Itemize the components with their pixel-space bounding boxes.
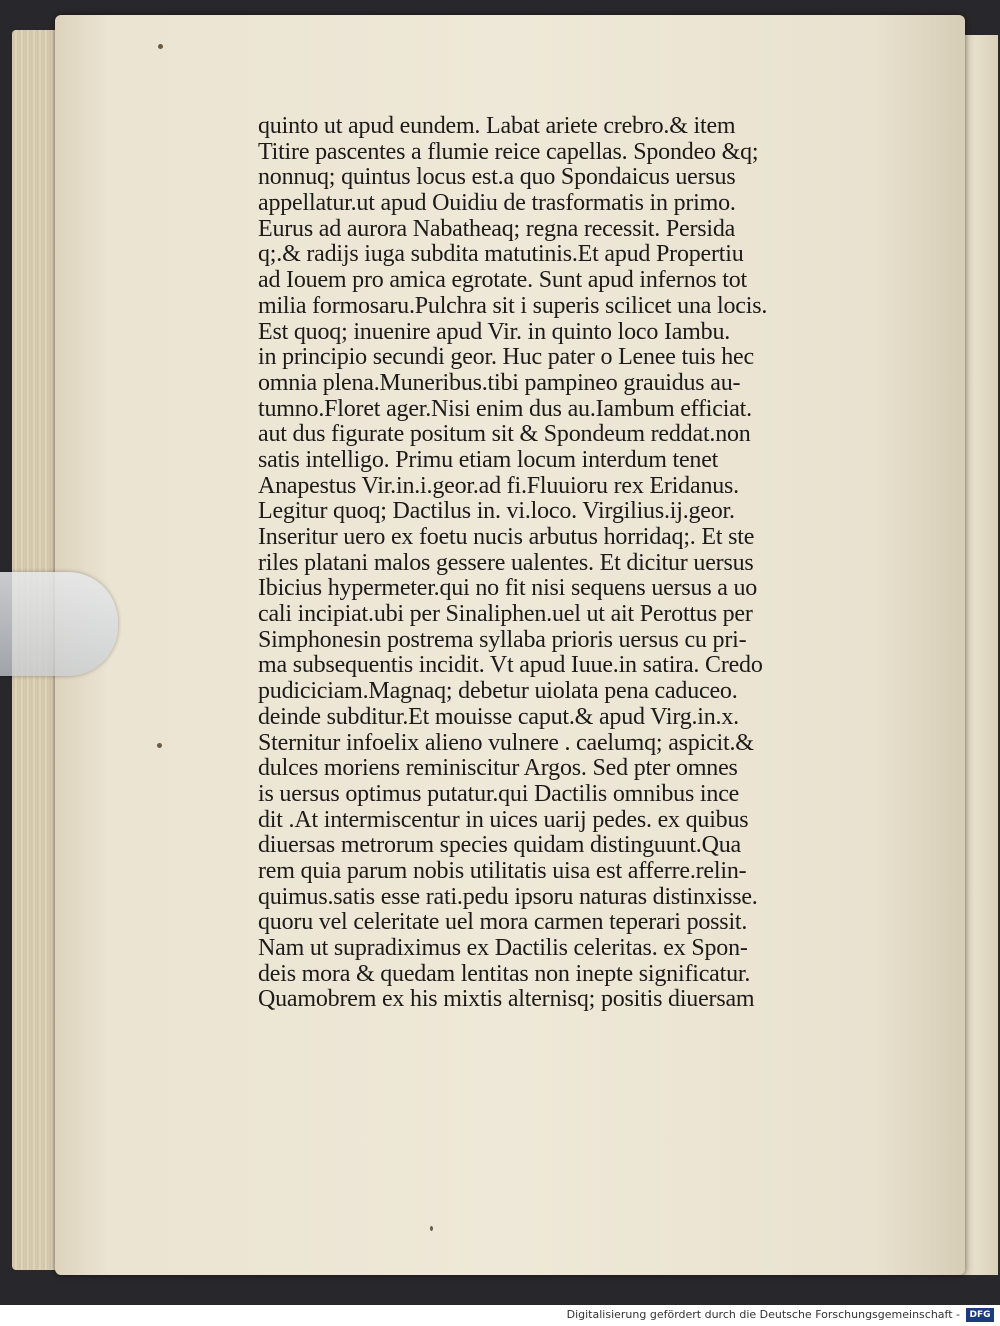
footer-bar xyxy=(0,1305,1000,1326)
text-line: Anapestus Vir.in.i.geor.ad fi.Fluuioru rex Eridanus. xyxy=(258,473,739,499)
text-line: quimus.satis esse rati.pedu ipsoru naturas distinxisse. xyxy=(258,884,758,910)
text-line: Titire pascentes a flumie reice capellas. Spondeo &q; xyxy=(258,139,759,165)
text-line: Inseritur uero ex foetu nucis arbutus horridaq;. Et ste xyxy=(258,525,755,550)
text-line: ma subsequentis incidit. Vt apud Iuue.in satira. Credo xyxy=(258,653,763,679)
text-line: cali incipiat.ubi per Sinaliphen.uel ut ait Perottus per xyxy=(258,602,753,628)
page-speck xyxy=(157,743,162,748)
text-line: Sternitur infoelix alieno vulnere . caelumq; aspicit.& xyxy=(258,730,754,756)
text-line: pudiciciam.Magnaq; debetur uiolata pena caduceo. xyxy=(258,679,738,705)
text-line: in principio secundi geor. Huc pater o Lenee tuis hec xyxy=(258,345,754,371)
text-line: is uersus optimus putatur.qui Dactilis omnibus ince xyxy=(258,781,740,807)
printed-text-block xyxy=(258,114,908,1013)
text-line: rem quia parum nobis utilitatis uisa est afferre.relin- xyxy=(258,858,747,884)
text-line: dulces moriens reminiscitur Argos. Sed pter omnes xyxy=(258,756,738,782)
text-line: quoru vel celeritate uel mora carmen teperari possit. xyxy=(258,910,748,936)
text-line: Legitur quoq; Dactilus in. vi.loco. Virgilius.ij.geor. xyxy=(258,499,735,525)
text-line: milia formosaru.Pulchra sit i superis scilicet una locis. xyxy=(258,293,768,319)
footer-credit: Digitalisierung gefördert durch die Deutsche Forschungsgemeinschaft - xyxy=(566,1308,960,1321)
text-line: quinto ut apud eundem. Labat ariete crebro.& item xyxy=(258,114,736,139)
text-line: riles platani malos gessere ualentes. Et dicitur uersus xyxy=(258,550,754,576)
book-right-edge xyxy=(960,35,998,1275)
text-line: Quamobrem ex his mixtis alternisq; positis diuersam xyxy=(258,987,755,1013)
page-speck xyxy=(158,44,163,49)
page-speck xyxy=(430,1226,433,1231)
text-line: ad Iouem pro amica egrotate. Sunt apud infernos tot xyxy=(258,268,747,294)
text-line: dit .At intermiscentur in uices uarij pedes. ex quibus xyxy=(258,807,749,833)
text-line: Ibicius hypermeter.qui no fit nisi sequens uersus a uo xyxy=(258,576,758,602)
text-line: diuersas metrorum species quidam distinguunt.Qua xyxy=(258,833,741,859)
text-line: omnia plena.Muneribus.tibi pampineo grauidus au- xyxy=(258,370,741,396)
text-line: q;.& radijs iuga subdita matutinis.Et apud Propertiu xyxy=(258,242,744,268)
text-line: tumno.Floret ager.Nisi enim dus au.Iambum efficiat. xyxy=(258,396,752,422)
text-line: nonnuq; quintus locus est.a quo Spondaicus uersus xyxy=(258,165,736,191)
text-line: Simphonesin postrema syllaba prioris uersus cu pri- xyxy=(258,627,747,653)
text-line: Eurus ad aurora Nabatheaq; regna recessit. Persida xyxy=(258,216,736,242)
text-line: Est quoq; inuenire apud Vir. in quinto loco Iambu. xyxy=(258,319,731,345)
text-line: deinde subditur.Et mouisse caput.& apud Virg.in.x. xyxy=(258,704,739,730)
text-line: deis mora & quedam lentitas non inepte significatur. xyxy=(258,961,751,987)
text-line: appellatur.ut apud Ouidiu de trasformatis in primo. xyxy=(258,191,736,217)
dfg-logo: DFG xyxy=(966,1308,994,1322)
page-holder-clip xyxy=(0,572,118,676)
text-line: aut dus figurate positum sit & Spondeum reddat.non xyxy=(258,422,751,448)
text-line: Nam ut supradiximus ex Dactilis celeritas. ex Spon- xyxy=(258,936,748,961)
text-line: satis intelligo. Primu etiam locum interdum tenet xyxy=(258,447,719,473)
